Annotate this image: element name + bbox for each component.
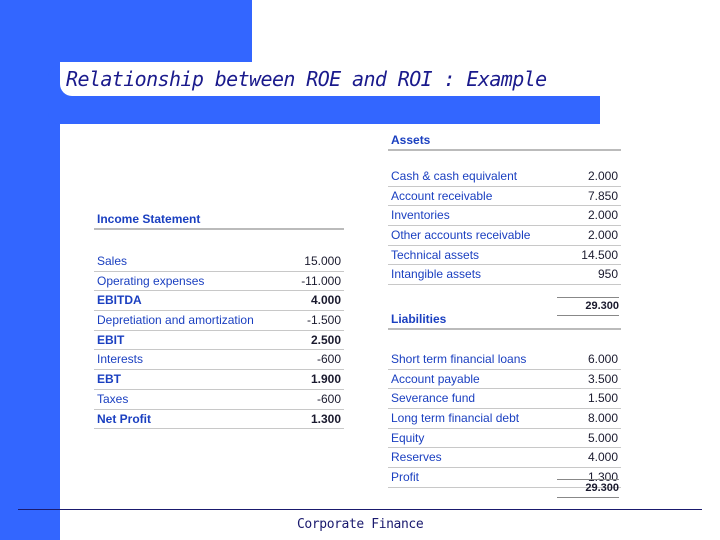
asset-row [388,246,621,266]
asset-row [388,226,621,246]
income-rows [94,252,344,429]
asset-row [388,167,621,187]
liability-value: 1.300 [587,470,618,485]
income-label: Operating expenses [97,273,205,288]
footer-divider [18,509,702,510]
asset-row [388,187,621,207]
balance-sheet-table [388,133,621,285]
income-value: 2.500 [310,332,341,347]
liability-value: 6.000 [587,352,618,366]
income-value: -600 [316,391,341,406]
income-value: -600 [316,352,341,367]
asset-row [388,206,621,226]
liabilities-table [388,312,621,488]
liability-value: 5.000 [587,430,618,445]
income-label: Net Profit [97,411,151,426]
liability-label: Profit [391,470,420,485]
income-row [94,252,344,272]
asset-value: 2.000 [587,228,618,243]
liability-rows [388,350,621,488]
income-row [94,370,344,390]
asset-label: Other accounts receivable [391,228,531,243]
income-value: -1.500 [306,313,341,328]
liability-value: 3.500 [587,371,618,386]
liability-label: Short term financial loans [391,352,527,366]
liability-value: 8.000 [587,411,618,426]
asset-row [388,265,621,285]
income-label: EBT [97,372,121,387]
asset-value: 2.000 [587,208,618,223]
income-label: EBIT [97,332,125,347]
income-row [94,272,344,292]
liabilities-header: Liabilities [391,312,447,326]
asset-rows [388,167,621,285]
asset-label: Inventories [391,208,450,223]
footer-text: Corporate Finance [297,517,424,532]
liability-label: Severance fund [391,391,476,406]
asset-label: Technical assets [391,247,480,262]
income-row [94,311,344,331]
liability-row [388,409,621,429]
top-accent-block [0,0,252,62]
income-row [94,291,344,311]
slide-title: Relationship between ROE and ROI : Example [66,67,547,91]
income-row [94,331,344,351]
asset-value: 14.500 [581,247,618,262]
asset-label: Intangible assets [391,267,482,282]
liability-row [388,370,621,390]
income-value: 1.300 [310,411,341,426]
liabilities-total: 29.300 [557,479,619,498]
asset-label: Cash & cash equivalent [391,169,518,183]
income-label: Sales [97,254,128,268]
liability-label: Reserves [391,450,442,465]
income-label: Taxes [97,391,129,406]
income-label: EBITDA [97,293,142,308]
income-row [94,410,344,430]
income-row [94,390,344,410]
liability-value: 1.500 [587,391,618,406]
income-value: -11.000 [301,273,341,288]
income-value: 4.000 [310,293,341,308]
assets-header: Assets [391,133,431,147]
liability-row [388,389,621,409]
liability-row [388,350,621,370]
asset-value: 950 [597,267,618,282]
liability-row [388,448,621,468]
income-value: 1.900 [310,372,341,387]
liability-label: Long term financial debt [391,411,520,426]
liability-value: 4.000 [587,450,618,465]
liability-label: Account payable [391,371,480,386]
income-value: 15.000 [304,254,341,268]
liability-row [388,429,621,449]
asset-value: 2.000 [587,169,618,183]
income-statement-header: Income Statement [97,212,201,226]
asset-label: Account receivable [391,188,493,203]
asset-value: 7.850 [587,188,618,203]
income-statement-table [94,212,344,429]
income-label: Depretiation and amortization [97,313,254,328]
assets-total: 29.300 [557,297,619,316]
income-label: Interests [97,352,144,367]
income-row [94,350,344,370]
liability-label: Equity [391,430,425,445]
